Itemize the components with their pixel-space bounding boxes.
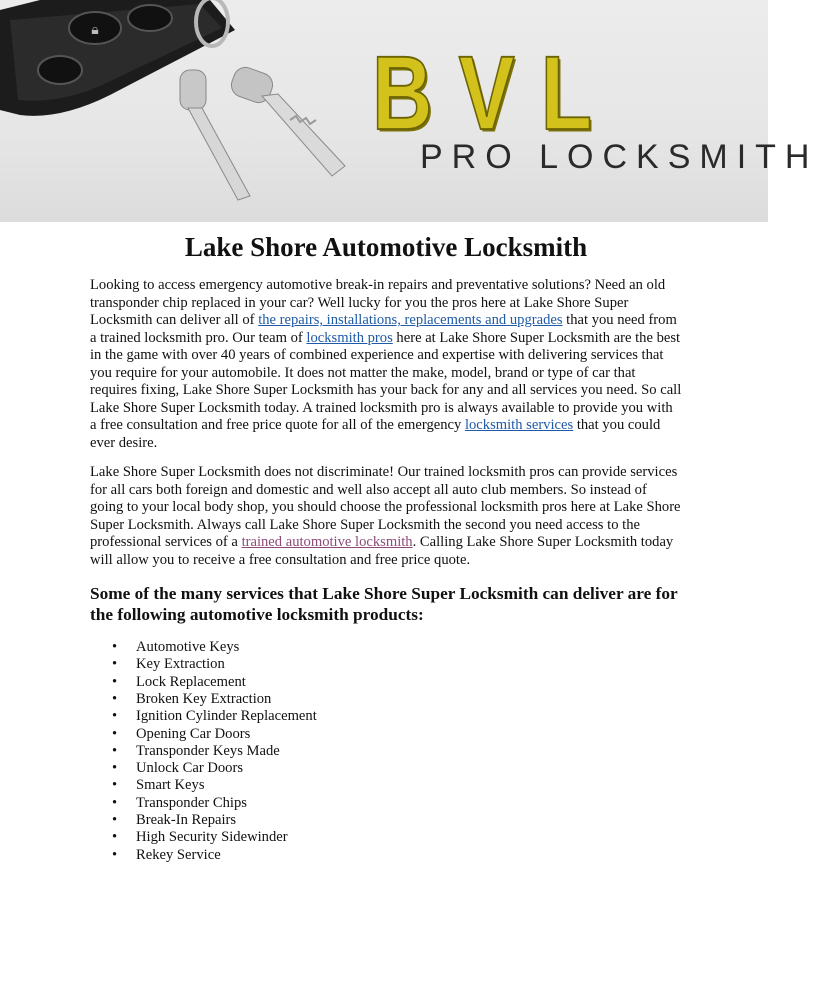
- service-label: Ignition Cylinder Replacement: [136, 708, 317, 725]
- intro-text-4: that you could ever desire.: [90, 417, 661, 451]
- bullet-icon: •: [112, 777, 118, 794]
- bullet-icon: •: [112, 656, 118, 673]
- intro-text-3: here at Lake Shore Super Locksmith are the best in the game with over 40 years of combined experience and expertise with delivering services that you require for your automobile. It does not matter the make, model, brand or type of car that requires fixing, Lake Shore Super Locksmith has your back for any and all services you need. So call Lake Shore Super Locksmith today. A trained locksmith pro is always available to provide you with a free consultation and free price quote for all of the emergency: [90, 329, 682, 434]
- service-label: Break-In Repairs: [136, 812, 237, 829]
- bullet-icon: •: [112, 673, 118, 690]
- list-item: [90, 691, 682, 708]
- brand-logo-text: BVL: [372, 33, 618, 152]
- service-label: High Security Sidewinder: [136, 829, 288, 846]
- list-item: [90, 708, 682, 725]
- list-item: [90, 760, 682, 777]
- service-label: Transponder Chips: [136, 794, 247, 811]
- locksmith-pros-link[interactable]: locksmith pros: [306, 329, 393, 346]
- intro-text-1: Looking to access emergency automotive break-in repairs and preventative solutions? Need an old transponder chip replaced in your car? Well lucky for you the pros here at Lake Shore Super Locksmith can deliver all of: [90, 277, 666, 329]
- service-label: Transponder Keys Made: [136, 742, 280, 759]
- bullet-icon: •: [112, 690, 118, 707]
- service-label: Opening Car Doors: [136, 725, 251, 742]
- list-item: [90, 847, 682, 864]
- car-keys-image: [0, 0, 360, 222]
- intro-text-2: that you need from a trained locksmith pro. Our team of: [90, 312, 677, 346]
- list-item: [90, 812, 682, 829]
- list-item: [90, 829, 682, 846]
- service-label: Key Extraction: [136, 656, 225, 673]
- bullet-icon: •: [112, 639, 118, 656]
- second-text-2: . Calling Lake Shore Super Locksmith today will allow you to receive a free consultation and free price quote.: [90, 534, 674, 568]
- service-label: Rekey Service: [136, 846, 221, 863]
- header-banner: [0, 0, 818, 222]
- repairs-installations-link[interactable]: the repairs, installations, replacements and upgrades: [258, 312, 563, 329]
- service-label: Automotive Keys: [136, 639, 240, 656]
- locksmith-services-link[interactable]: locksmith services: [464, 417, 574, 434]
- service-label: Broken Key Extraction: [136, 690, 272, 707]
- second-paragraph: [90, 464, 682, 569]
- service-label: Unlock Car Doors: [136, 760, 244, 777]
- list-item: [90, 656, 682, 673]
- list-item: [90, 674, 682, 691]
- bullet-icon: •: [112, 846, 118, 863]
- bullet-icon: •: [112, 794, 118, 811]
- list-item: [90, 777, 682, 794]
- list-item: [90, 743, 682, 760]
- intro-paragraph: [90, 277, 682, 452]
- svg-text:🔒︎: 🔒︎: [91, 22, 99, 38]
- trained-automotive-locksmith-link[interactable]: trained automotive locksmith: [241, 534, 413, 551]
- services-heading: Some of the many services that Lake Shore Super Locksmith can deliver are for the following automotive locksmith products:: [90, 584, 678, 625]
- list-item: [90, 795, 682, 812]
- bullet-icon: •: [112, 760, 118, 777]
- second-text-1: Lake Shore Super Locksmith does not discriminate! Our trained locksmith pros can provide services for all cars both foreign and domestic and well also accept all auto club members. So instead of going to your local body shop, you should choose the professional locksmith pros here at Lake Shore Super Locksmith. Always call Lake Shore Super Locksmith the second you need access to the professional services of a: [90, 464, 681, 551]
- page-title: Lake Shore Automotive Locksmith: [184, 232, 588, 262]
- article: [90, 232, 682, 864]
- list-item: [90, 726, 682, 743]
- list-item: [90, 639, 682, 656]
- services-list: [90, 639, 682, 864]
- brand-tagline: PRO LOCKSMITH: [420, 138, 818, 176]
- bullet-icon: •: [112, 812, 118, 829]
- bullet-icon: •: [112, 708, 118, 725]
- bullet-icon: •: [112, 829, 118, 846]
- service-label: Smart Keys: [136, 777, 205, 794]
- bullet-icon: •: [112, 742, 118, 759]
- service-label: Lock Replacement: [136, 673, 246, 690]
- bullet-icon: •: [112, 725, 118, 742]
